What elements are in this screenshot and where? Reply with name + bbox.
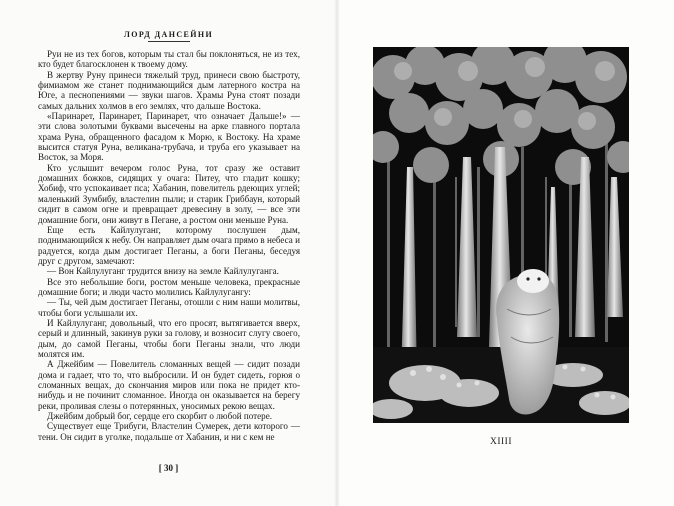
book-spine-shadow (334, 0, 340, 506)
paragraph: «Паринарет, Паринарет, Паринарет, что означает Дальше!» — эти слова золотыми буквами высечены на арке главного портала храма Руна, обращенного фасадом к Морю, к Востоку. На храме высится статуя Руна, великана-трубача, и труба его указывает на Восток, за Моря. (38, 111, 300, 163)
paragraph: Существует еще Трибуги, Властелин Сумерек, дети которого — тени. Он сидит в уголке, подальше от Хабанин, и ни с кем не (38, 421, 300, 442)
running-head: ЛОРД ДАНСЕЙНИ (123, 30, 214, 39)
running-head-rule (148, 41, 190, 42)
paragraph: — Вон Кайлулуганг трудится внизу на земле Кайлулуганга. (47, 266, 279, 277)
page-number: [ 30 ] (158, 463, 179, 473)
paragraph: Еще есть Кайлулуганг, которому послушен дым, поднимающийся к небу. Он направляет дым очага прямо в небеса и радуется, когда дым достигает Пеганы, а боги Пеганы, беседуя друг с другом, замечают: (38, 224, 300, 266)
paragraph: И Кайлулуганг, довольный, что его просят, вытягивается вверх, серый и длинный, закинув руки за голову, и возносит слугу своего, дым, до самой Пеганы, чтобы боги Пеганы знали, что люди молятся им. (38, 317, 300, 359)
paragraph: А Джейбим — Повелитель сломанных вещей — сидит позади дома и гадает, что то, что выбросили. И он будет сидеть, горюя о сломанных вещах, до скончания миров или пока не придет кто-нибудь и не починит сломанное. Иногда он оказывается на берегу реки, проливая слезы о потерянных, уносимых рекою вещах. (38, 359, 300, 411)
paragraph: Все это небольшие боги, ростом меньше человека, прекрасные домашние боги; и люди часто молились Кайлулугангу: (38, 276, 300, 297)
paragraph: В жертву Руну принеси тяжелый труд, принеси свою быстроту, фимиамом же станет поднимающийся дым латерного костра на Юге, а песнопениями — звуки шагов. Храмы Руна стоят позади самых дальних холмов в его землях, что дальше Востока. (38, 69, 300, 111)
forest-spirit-illustration (373, 47, 629, 423)
paragraph: Кто услышит вечером голос Руна, тот сразу же оставит домашних божков, сидящих у очага: Питеу, что гладит кошку; Хобиф, что успокаивает пса; Хабанин, повелитель рдеющих углей; маленький Зумбибу, властелин пыли; и старик Гриббаун, который сидит в самом огне и превращает древесину в золу, — все эти домашние боги, они живут в Пегане, а ростом они меньше Руна. (38, 162, 300, 225)
paragraph: — Ты, чей дым достигает Пеганы, отошли с ним наши молитвы, чтобы боги услышали их. (38, 297, 300, 318)
plate-number: XIIII (489, 437, 512, 447)
body-text (38, 49, 300, 442)
paragraph: Джейбим добрый бог, сердце его скорбит о любой потере. (47, 411, 273, 422)
paragraph: Руи не из тех богов, которым ты стал бы поклоняться, не из тех, кто будет благосклонен к твоему дому. (38, 49, 300, 70)
